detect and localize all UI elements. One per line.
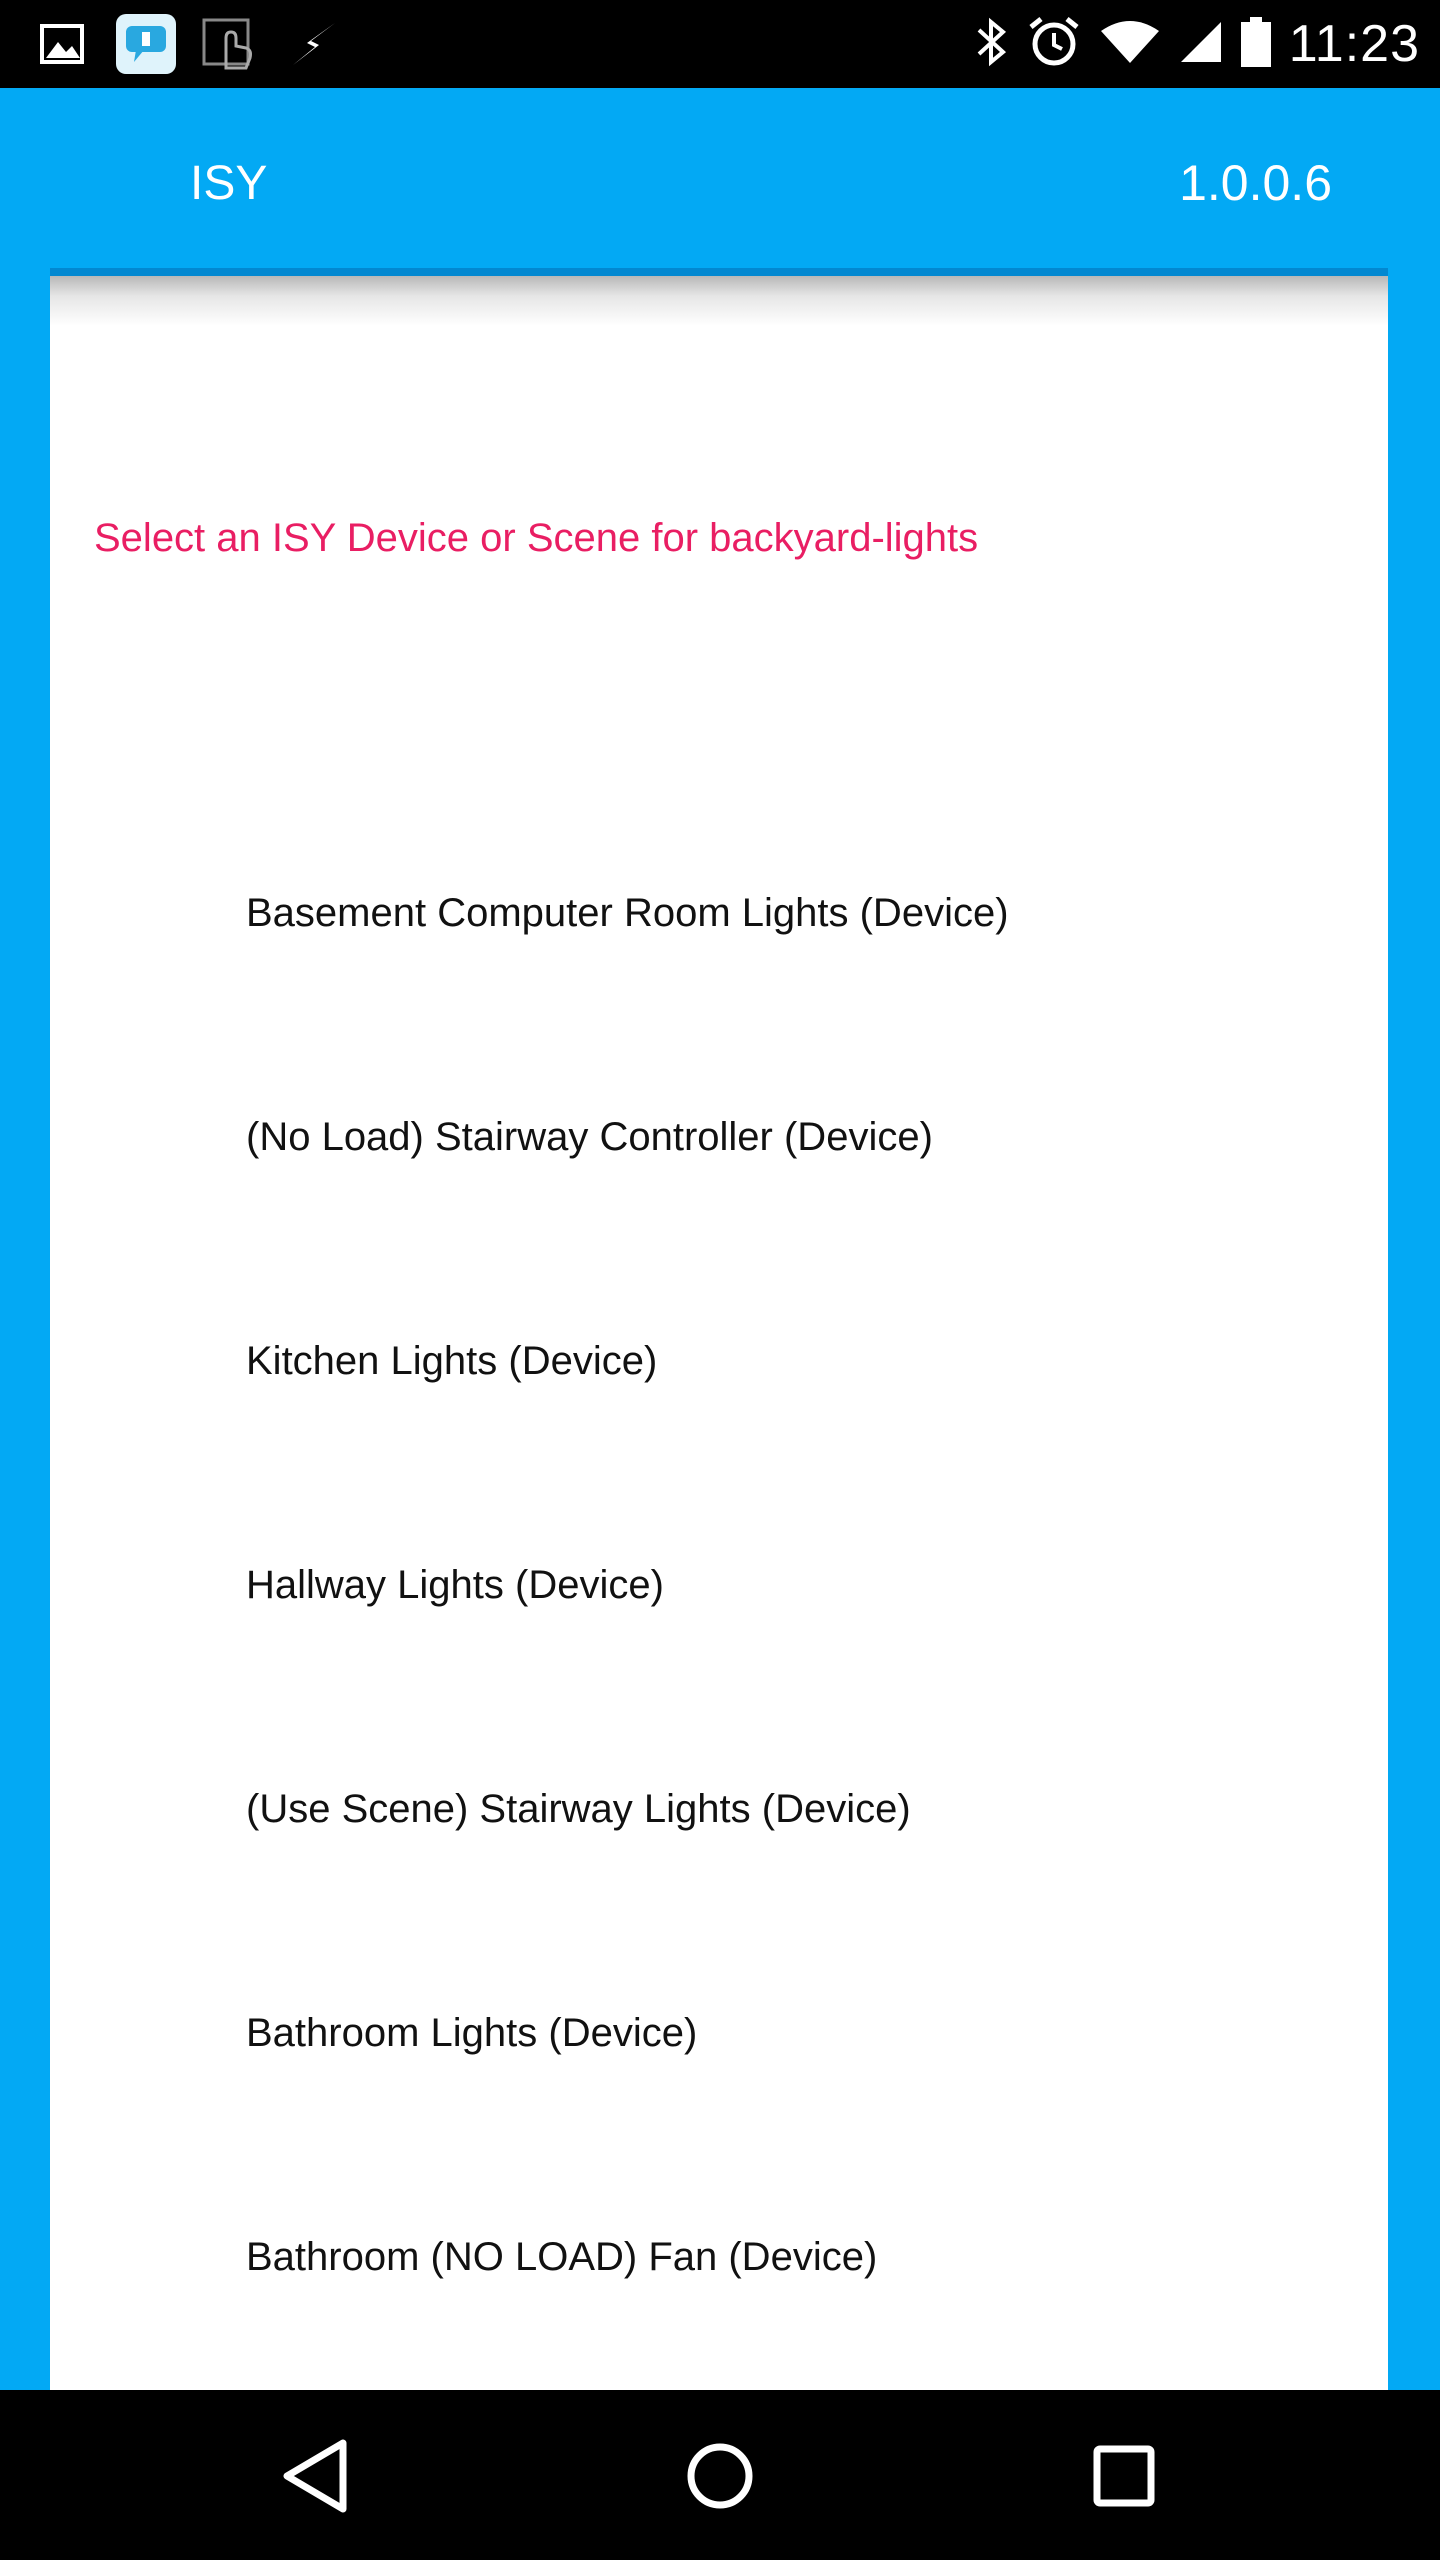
app-title: ISY — [190, 157, 268, 210]
navigation-bar — [0, 2390, 1440, 2560]
device-list — [246, 891, 1009, 2390]
device-item-kitchen-lights[interactable]: Kitchen Lights (Device) — [246, 1339, 658, 1383]
card-edge — [50, 268, 1388, 276]
device-item-stairway-controller[interactable]: (No Load) Stairway Controller (Device) — [246, 1115, 933, 1159]
wifi-icon — [1099, 19, 1161, 70]
device-selection-card — [50, 276, 1388, 2390]
bluetooth-icon — [975, 16, 1009, 73]
device-item-bathroom-lights[interactable]: Bathroom Lights (Device) — [246, 2011, 698, 2055]
recents-icon[interactable] — [1074, 2426, 1174, 2526]
home-icon[interactable] — [670, 2426, 770, 2526]
status-clock: 11:23 — [1288, 15, 1420, 73]
alarm-icon — [1027, 15, 1081, 74]
device-item-bathroom-fan[interactable]: Bathroom (NO LOAD) Fan (Device) — [246, 2235, 878, 2279]
device-item-stairway-lights[interactable]: (Use Scene) Stairway Lights (Device) — [246, 1787, 911, 1831]
back-icon[interactable] — [266, 2426, 366, 2526]
card-shadow — [50, 276, 1388, 326]
flash-icon — [284, 14, 344, 74]
isy-app-icon — [116, 14, 176, 74]
app-version: 1.0.0.6 — [1179, 155, 1332, 211]
signal-icon — [1179, 20, 1223, 69]
touch-icon — [200, 14, 260, 74]
device-item-hallway-lights[interactable]: Hallway Lights (Device) — [246, 1563, 664, 1607]
image-icon — [32, 14, 92, 74]
device-item-basement-computer-room-lights[interactable]: Basement Computer Room Lights (Device) — [246, 891, 1009, 935]
app-bar — [0, 88, 1440, 270]
selection-prompt: Select an ISY Device or Scene for backyard-lights — [94, 516, 979, 560]
status-bar — [0, 0, 1440, 88]
battery-icon — [1241, 17, 1271, 72]
